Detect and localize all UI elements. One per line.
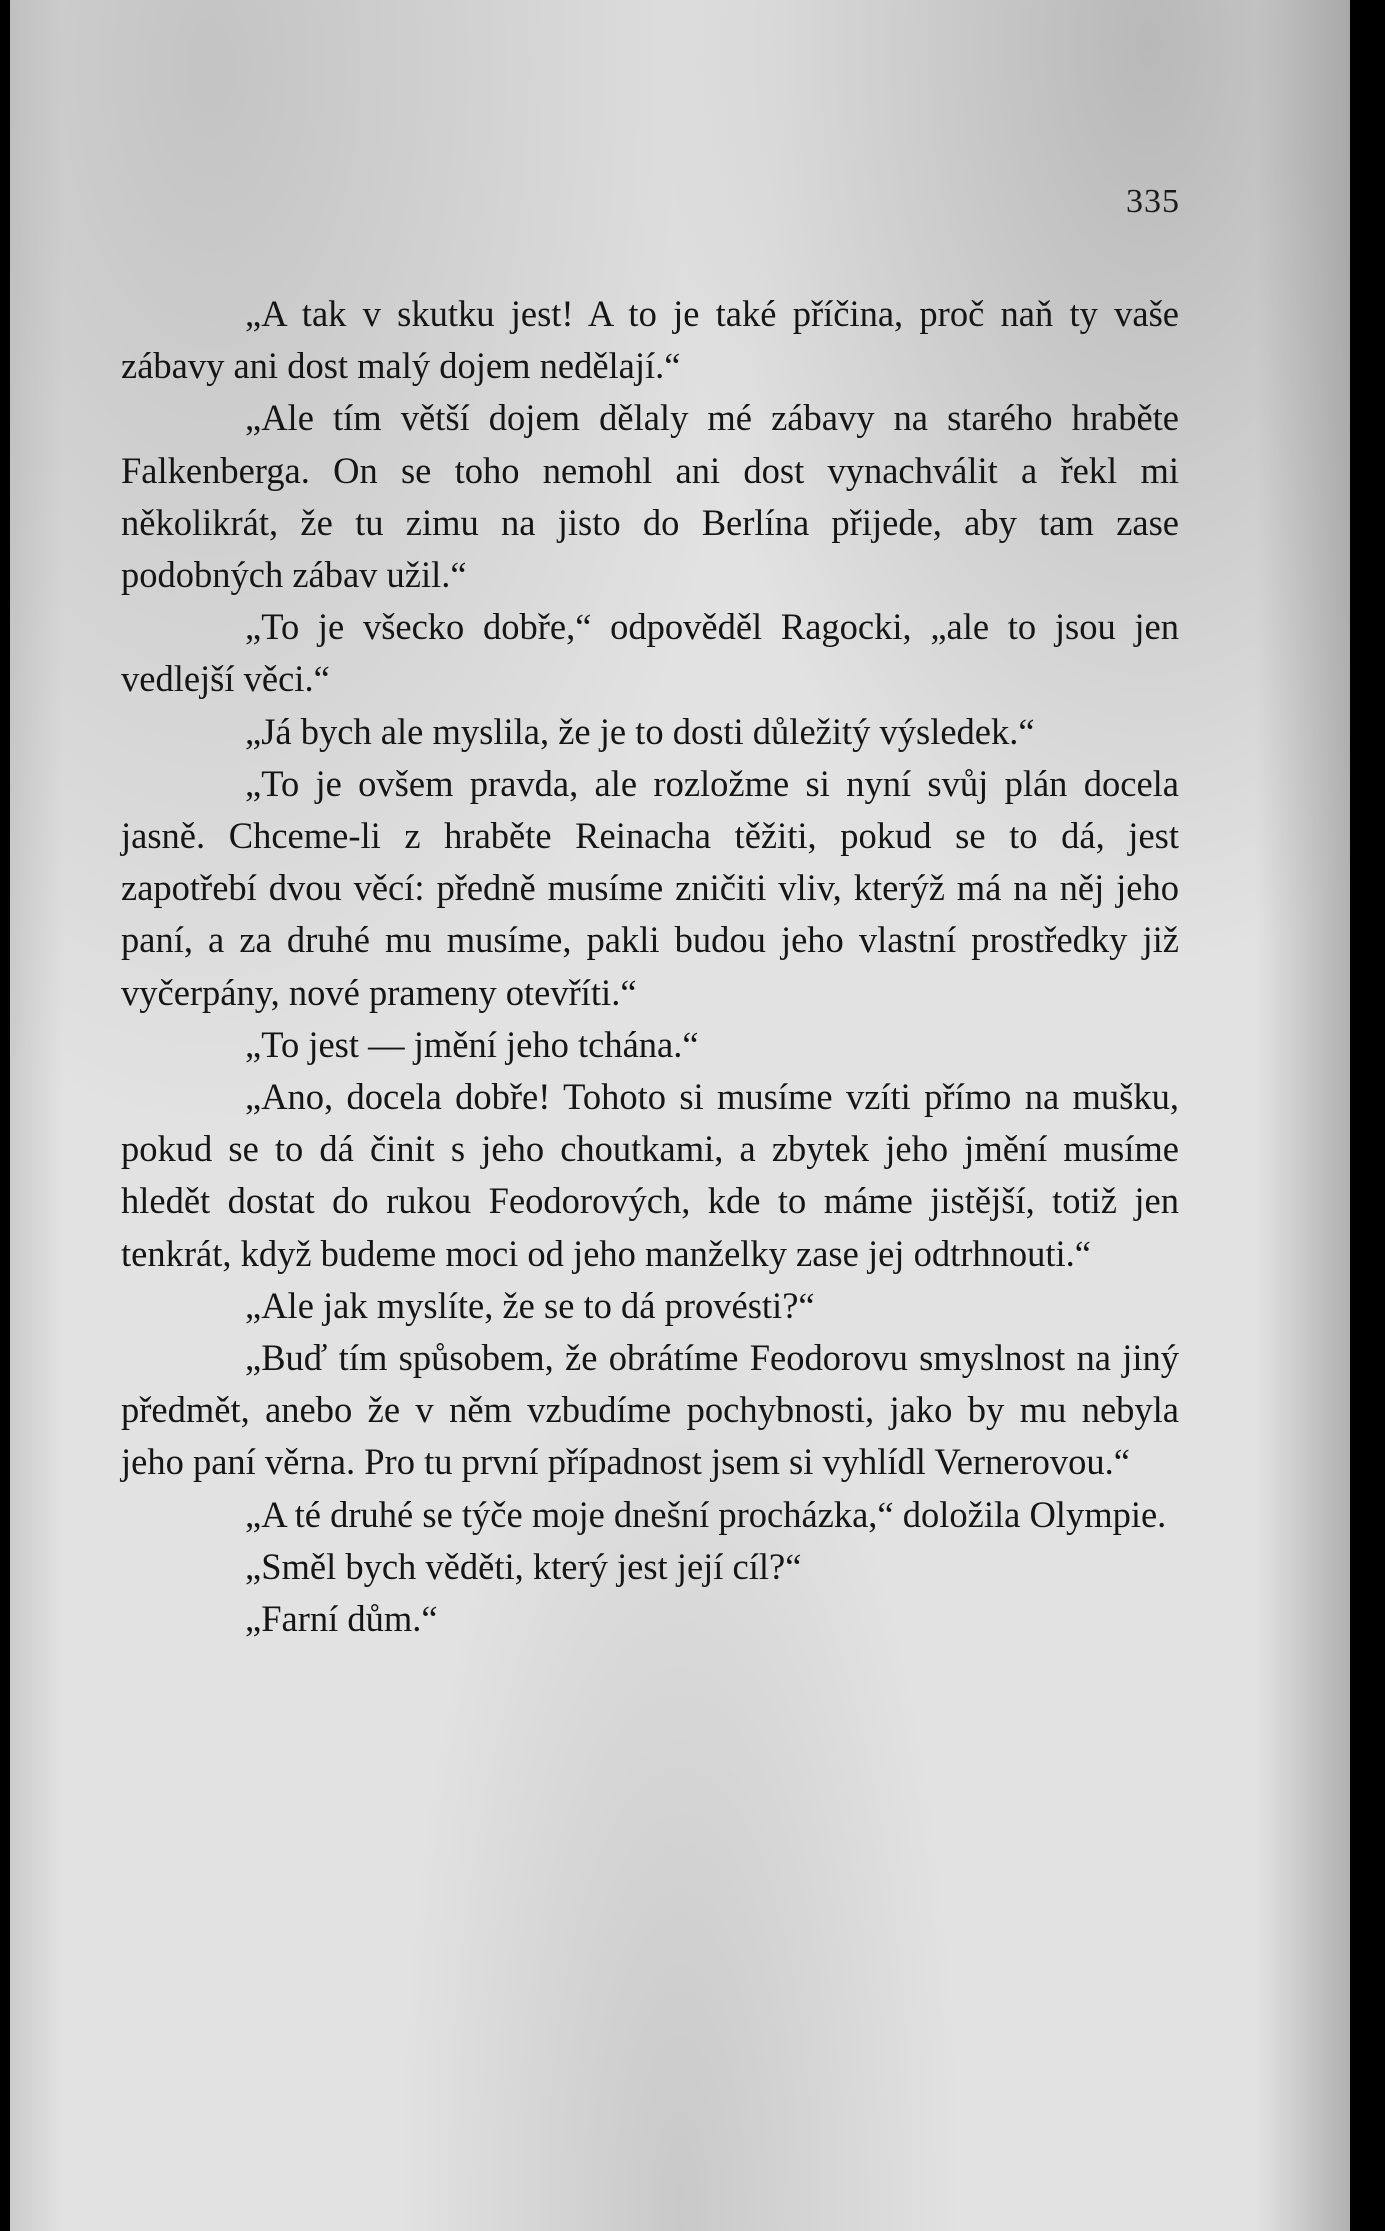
paragraph: „To je ovšem pravda, ale rozložme si nyní svůj plán docela jasně. Chceme-li z hraběte Reinacha těžiti, pokud se to dá, jest zapotřebí dvou věcí: předně musíme zničiti vliv, kterýž má na něj jeho paní, a za druhé mu musíme, pakli budou jeho vlastní prostředky již vyčerpány, nové prameny otevříti.“ <box>121 762 1179 1013</box>
paragraph: „Ale tím větší dojem dělaly mé zábavy na starého hraběte Falkenberga. On se toho nemohl ani dost vynachválit a řekl mi několikrát, že tu zimu na jisto do Berlína přijede, aby tam zase podobných zábav užil.“ <box>121 397 1179 596</box>
paragraph: „Buď tím spůsobem, že obrátíme Feodorovu smyslnost na jiný předmět, anebo že v něm vzbudíme pochybnosti, jako by mu nebyla jeho paní věrna. Pro tu první případnost jsem si vyhlídl Vernerovou.“ <box>121 1337 1179 1483</box>
paragraph: „A tak v skutku jest! A to je také příčina, proč naň ty vaše zábavy ani dost malý dojem nedělají.“ <box>121 293 1179 387</box>
paragraph: „To je všecko dobře,“ odpověděl Ragocki, „ale to jsou jen vedlejší věci.“ <box>121 606 1179 700</box>
paragraph: „To jest — jmění jeho tchána.“ <box>245 1023 699 1065</box>
body-text <box>121 288 1179 1645</box>
paragraph: „Ale jak myslíte, že se to dá provésti?“ <box>245 1284 815 1326</box>
paragraph: „Já bych ale myslila, že je to dosti důležitý výsledek.“ <box>245 710 1035 752</box>
paragraph: „Směl bych věděti, který jest její cíl?“ <box>245 1545 802 1587</box>
paragraph: „A té druhé se týče moje dnešní procházka,“ doložila Olympie. <box>245 1493 1167 1535</box>
paragraph: „Farní dům.“ <box>245 1598 438 1640</box>
paragraph: „Ano, docela dobře! Tohoto si musíme vzíti přímo na mušku, pokud se to dá činit s jeho choutkami, a zbytek jeho jmění musíme hledět dostat do rukou Feodorových, kde to máme jistější, totiž jen tenkrát, když budeme moci od jeho manželky zase jej odtrhnouti.“ <box>121 1076 1179 1274</box>
scanned-page <box>10 0 1350 2231</box>
page-number: 335 <box>1126 183 1180 220</box>
